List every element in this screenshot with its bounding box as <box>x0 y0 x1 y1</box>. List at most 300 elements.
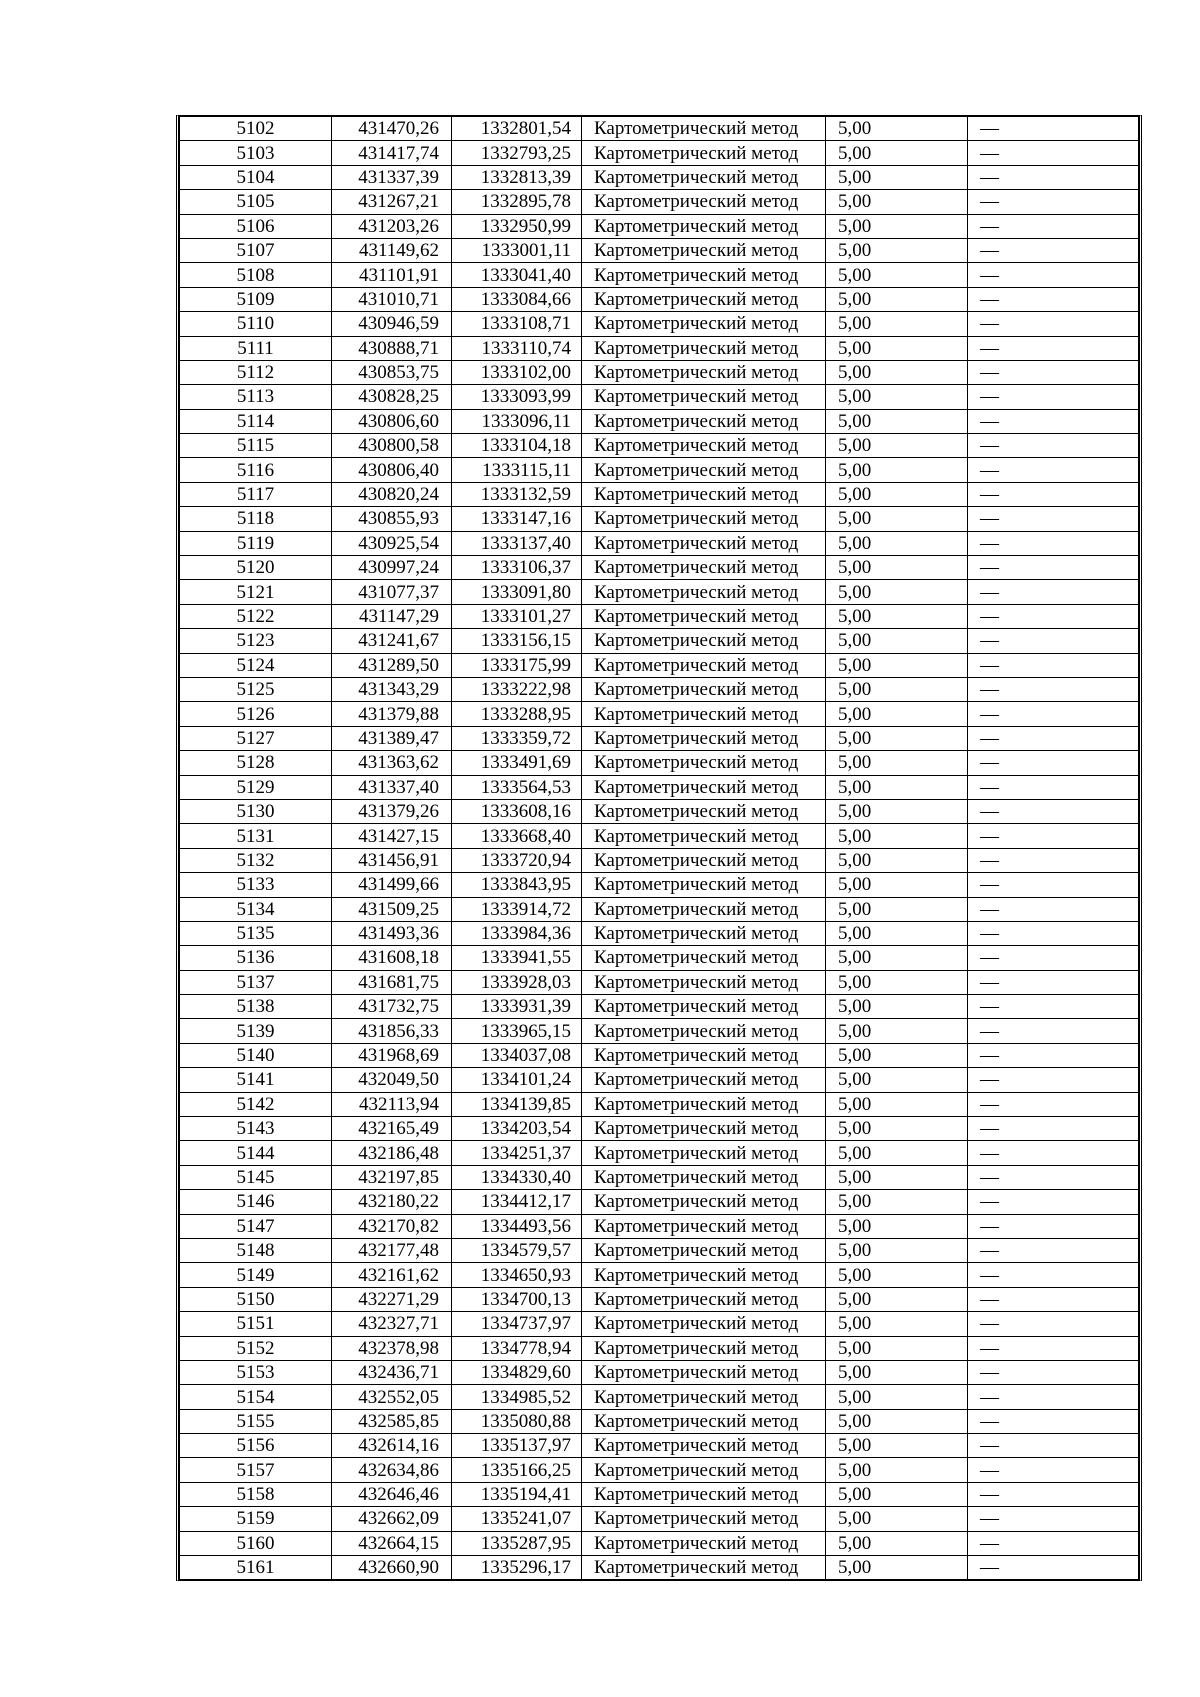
point-number-cell: 5130 <box>180 799 332 823</box>
accuracy-cell: 5,00 <box>826 751 968 775</box>
method-cell: Картометрический метод <box>582 824 826 848</box>
accuracy-cell: 5,00 <box>826 117 968 141</box>
method-cell: Картометрический метод <box>582 1409 826 1433</box>
description-cell: — <box>968 677 1139 701</box>
description-cell: — <box>968 1458 1139 1482</box>
description-cell: — <box>968 1068 1139 1092</box>
point-number-cell: 5117 <box>180 482 332 506</box>
description-cell: — <box>968 1238 1139 1262</box>
method-cell: Картометрический метод <box>582 1434 826 1458</box>
x-coordinate-cell: 432327,71 <box>332 1312 452 1336</box>
table-row <box>180 653 1139 677</box>
y-coordinate-cell: 1333101,27 <box>452 604 582 628</box>
table-row <box>180 1043 1139 1067</box>
point-number-cell: 5133 <box>180 873 332 897</box>
table-row <box>180 702 1139 726</box>
description-cell: — <box>968 507 1139 531</box>
method-cell: Картометрический метод <box>582 1556 826 1580</box>
point-number-cell: 5159 <box>180 1507 332 1531</box>
method-cell: Картометрический метод <box>582 531 826 555</box>
method-cell: Картометрический метод <box>582 336 826 360</box>
point-number-cell: 5148 <box>180 1238 332 1262</box>
table-row <box>180 1482 1139 1506</box>
description-cell: — <box>968 970 1139 994</box>
accuracy-cell: 5,00 <box>826 1190 968 1214</box>
y-coordinate-cell: 1335194,41 <box>452 1482 582 1506</box>
table-row <box>180 531 1139 555</box>
accuracy-cell: 5,00 <box>826 336 968 360</box>
point-number-cell: 5129 <box>180 775 332 799</box>
y-coordinate-cell: 1333001,11 <box>452 238 582 262</box>
accuracy-cell: 5,00 <box>826 458 968 482</box>
method-cell: Картометрический метод <box>582 360 826 384</box>
method-cell: Картометрический метод <box>582 677 826 701</box>
method-cell: Картометрический метод <box>582 1165 826 1189</box>
description-cell: — <box>968 653 1139 677</box>
description-cell: — <box>968 1385 1139 1409</box>
y-coordinate-cell: 1333288,95 <box>452 702 582 726</box>
method-cell: Картометрический метод <box>582 190 826 214</box>
table-row <box>180 1238 1139 1262</box>
accuracy-cell: 5,00 <box>826 1336 968 1360</box>
accuracy-cell: 5,00 <box>826 580 968 604</box>
point-number-cell: 5103 <box>180 141 332 165</box>
method-cell: Картометрический метод <box>582 995 826 1019</box>
method-cell: Картометрический метод <box>582 458 826 482</box>
description-cell: — <box>968 1165 1139 1189</box>
method-cell: Картометрический метод <box>582 1214 826 1238</box>
method-cell: Картометрический метод <box>582 702 826 726</box>
method-cell: Картометрический метод <box>582 434 826 458</box>
table-row <box>180 1385 1139 1409</box>
coordinates-table-body <box>180 117 1139 1580</box>
table-row <box>180 1287 1139 1311</box>
method-cell: Картометрический метод <box>582 873 826 897</box>
y-coordinate-cell: 1333175,99 <box>452 653 582 677</box>
description-cell: — <box>968 775 1139 799</box>
x-coordinate-cell: 431203,26 <box>332 214 452 238</box>
point-number-cell: 5149 <box>180 1263 332 1287</box>
table-row <box>180 897 1139 921</box>
table-row <box>180 946 1139 970</box>
method-cell: Картометрический метод <box>582 312 826 336</box>
accuracy-cell: 5,00 <box>826 263 968 287</box>
accuracy-cell: 5,00 <box>826 482 968 506</box>
coordinates-table-frame <box>176 115 1142 1581</box>
coordinates-table <box>179 116 1139 1580</box>
description-cell: — <box>968 897 1139 921</box>
accuracy-cell: 5,00 <box>826 1019 968 1043</box>
accuracy-cell: 5,00 <box>826 165 968 189</box>
accuracy-cell: 5,00 <box>826 214 968 238</box>
y-coordinate-cell: 1335080,88 <box>452 1409 582 1433</box>
accuracy-cell: 5,00 <box>826 897 968 921</box>
accuracy-cell: 5,00 <box>826 360 968 384</box>
point-number-cell: 5160 <box>180 1531 332 1555</box>
accuracy-cell: 5,00 <box>826 1458 968 1482</box>
accuracy-cell: 5,00 <box>826 995 968 1019</box>
method-cell: Картометрический метод <box>582 1507 826 1531</box>
accuracy-cell: 5,00 <box>826 1092 968 1116</box>
point-number-cell: 5125 <box>180 677 332 701</box>
method-cell: Картометрический метод <box>582 604 826 628</box>
y-coordinate-cell: 1334737,97 <box>452 1312 582 1336</box>
x-coordinate-cell: 432660,90 <box>332 1556 452 1580</box>
table-row <box>180 1531 1139 1555</box>
y-coordinate-cell: 1334650,93 <box>452 1263 582 1287</box>
y-coordinate-cell: 1333096,11 <box>452 409 582 433</box>
table-row <box>180 141 1139 165</box>
x-coordinate-cell: 432165,49 <box>332 1117 452 1141</box>
table-row <box>180 751 1139 775</box>
table-row <box>180 238 1139 262</box>
method-cell: Картометрический метод <box>582 556 826 580</box>
point-number-cell: 5161 <box>180 1556 332 1580</box>
accuracy-cell: 5,00 <box>826 604 968 628</box>
description-cell: — <box>968 360 1139 384</box>
method-cell: Картометрический метод <box>582 1287 826 1311</box>
point-number-cell: 5151 <box>180 1312 332 1336</box>
point-number-cell: 5114 <box>180 409 332 433</box>
method-cell: Картометрический метод <box>582 580 826 604</box>
point-number-cell: 5153 <box>180 1360 332 1384</box>
table-row <box>180 604 1139 628</box>
y-coordinate-cell: 1333928,03 <box>452 970 582 994</box>
method-cell: Картометрический метод <box>582 1458 826 1482</box>
x-coordinate-cell: 431732,75 <box>332 995 452 1019</box>
point-number-cell: 5139 <box>180 1019 332 1043</box>
method-cell: Картометрический метод <box>582 238 826 262</box>
accuracy-cell: 5,00 <box>826 507 968 531</box>
x-coordinate-cell: 430946,59 <box>332 312 452 336</box>
table-row <box>180 1092 1139 1116</box>
x-coordinate-cell: 430997,24 <box>332 556 452 580</box>
x-coordinate-cell: 430806,40 <box>332 458 452 482</box>
accuracy-cell: 5,00 <box>826 653 968 677</box>
y-coordinate-cell: 1333102,00 <box>452 360 582 384</box>
method-cell: Картометрический метод <box>582 848 826 872</box>
y-coordinate-cell: 1333931,39 <box>452 995 582 1019</box>
x-coordinate-cell: 431470,26 <box>332 117 452 141</box>
description-cell: — <box>968 336 1139 360</box>
description-cell: — <box>968 482 1139 506</box>
x-coordinate-cell: 432378,98 <box>332 1336 452 1360</box>
x-coordinate-cell: 431363,62 <box>332 751 452 775</box>
point-number-cell: 5123 <box>180 629 332 653</box>
y-coordinate-cell: 1333110,74 <box>452 336 582 360</box>
accuracy-cell: 5,00 <box>826 1312 968 1336</box>
method-cell: Картометрический метод <box>582 751 826 775</box>
table-row <box>180 507 1139 531</box>
x-coordinate-cell: 431379,26 <box>332 799 452 823</box>
point-number-cell: 5146 <box>180 1190 332 1214</box>
description-cell: — <box>968 1312 1139 1336</box>
point-number-cell: 5138 <box>180 995 332 1019</box>
y-coordinate-cell: 1333137,40 <box>452 531 582 555</box>
table-row <box>180 970 1139 994</box>
x-coordinate-cell: 431149,62 <box>332 238 452 262</box>
description-cell: — <box>968 1141 1139 1165</box>
description-cell: — <box>968 1336 1139 1360</box>
y-coordinate-cell: 1335137,97 <box>452 1434 582 1458</box>
accuracy-cell: 5,00 <box>826 1263 968 1287</box>
point-number-cell: 5147 <box>180 1214 332 1238</box>
x-coordinate-cell: 431427,15 <box>332 824 452 848</box>
y-coordinate-cell: 1333564,53 <box>452 775 582 799</box>
table-row <box>180 360 1139 384</box>
table-row <box>180 629 1139 653</box>
point-number-cell: 5126 <box>180 702 332 726</box>
accuracy-cell: 5,00 <box>826 1117 968 1141</box>
point-number-cell: 5158 <box>180 1482 332 1506</box>
x-coordinate-cell: 432197,85 <box>332 1165 452 1189</box>
y-coordinate-cell: 1334829,60 <box>452 1360 582 1384</box>
y-coordinate-cell: 1334412,17 <box>452 1190 582 1214</box>
table-row <box>180 190 1139 214</box>
method-cell: Картометрический метод <box>582 1312 826 1336</box>
x-coordinate-cell: 430800,58 <box>332 434 452 458</box>
description-cell: — <box>968 263 1139 287</box>
method-cell: Картометрический метод <box>582 799 826 823</box>
description-cell: — <box>968 1263 1139 1287</box>
x-coordinate-cell: 430888,71 <box>332 336 452 360</box>
x-coordinate-cell: 431456,91 <box>332 848 452 872</box>
x-coordinate-cell: 431101,91 <box>332 263 452 287</box>
description-cell: — <box>968 1434 1139 1458</box>
description-cell: — <box>968 946 1139 970</box>
y-coordinate-cell: 1333093,99 <box>452 385 582 409</box>
description-cell: — <box>968 458 1139 482</box>
table-row <box>180 1507 1139 1531</box>
x-coordinate-cell: 431389,47 <box>332 726 452 750</box>
description-cell: — <box>968 1019 1139 1043</box>
point-number-cell: 5136 <box>180 946 332 970</box>
point-number-cell: 5122 <box>180 604 332 628</box>
description-cell: — <box>968 117 1139 141</box>
method-cell: Картометрический метод <box>582 117 826 141</box>
description-cell: — <box>968 873 1139 897</box>
x-coordinate-cell: 431417,74 <box>332 141 452 165</box>
x-coordinate-cell: 431337,40 <box>332 775 452 799</box>
x-coordinate-cell: 432436,71 <box>332 1360 452 1384</box>
y-coordinate-cell: 1333222,98 <box>452 677 582 701</box>
method-cell: Картометрический метод <box>582 507 826 531</box>
accuracy-cell: 5,00 <box>826 775 968 799</box>
method-cell: Картометрический метод <box>582 921 826 945</box>
description-cell: — <box>968 385 1139 409</box>
method-cell: Картометрический метод <box>582 287 826 311</box>
y-coordinate-cell: 1333914,72 <box>452 897 582 921</box>
table-row <box>180 1336 1139 1360</box>
description-cell: — <box>968 238 1139 262</box>
x-coordinate-cell: 430806,60 <box>332 409 452 433</box>
y-coordinate-cell: 1333041,40 <box>452 263 582 287</box>
method-cell: Картометрический метод <box>582 726 826 750</box>
table-row <box>180 1068 1139 1092</box>
description-cell: — <box>968 1482 1139 1506</box>
accuracy-cell: 5,00 <box>826 1482 968 1506</box>
accuracy-cell: 5,00 <box>826 629 968 653</box>
method-cell: Картометрический метод <box>582 165 826 189</box>
method-cell: Картометрический метод <box>582 1385 826 1409</box>
table-row <box>180 677 1139 701</box>
y-coordinate-cell: 1333104,18 <box>452 434 582 458</box>
y-coordinate-cell: 1335166,25 <box>452 1458 582 1482</box>
table-row <box>180 434 1139 458</box>
point-number-cell: 5111 <box>180 336 332 360</box>
method-cell: Картометрический метод <box>582 1263 826 1287</box>
table-row <box>180 409 1139 433</box>
point-number-cell: 5107 <box>180 238 332 262</box>
accuracy-cell: 5,00 <box>826 726 968 750</box>
x-coordinate-cell: 432552,05 <box>332 1385 452 1409</box>
x-coordinate-cell: 432180,22 <box>332 1190 452 1214</box>
point-number-cell: 5156 <box>180 1434 332 1458</box>
table-row <box>180 1409 1139 1433</box>
x-coordinate-cell: 431493,36 <box>332 921 452 945</box>
method-cell: Картометрический метод <box>582 409 826 433</box>
table-row <box>180 848 1139 872</box>
table-row <box>180 1360 1139 1384</box>
accuracy-cell: 5,00 <box>826 556 968 580</box>
table-row <box>180 775 1139 799</box>
method-cell: Картометрический метод <box>582 1531 826 1555</box>
point-number-cell: 5109 <box>180 287 332 311</box>
method-cell: Картометрический метод <box>582 141 826 165</box>
table-row <box>180 580 1139 604</box>
accuracy-cell: 5,00 <box>826 409 968 433</box>
point-number-cell: 5110 <box>180 312 332 336</box>
table-row <box>180 1019 1139 1043</box>
accuracy-cell: 5,00 <box>826 1385 968 1409</box>
x-coordinate-cell: 430925,54 <box>332 531 452 555</box>
table-row <box>180 482 1139 506</box>
description-cell: — <box>968 1092 1139 1116</box>
point-number-cell: 5113 <box>180 385 332 409</box>
method-cell: Картометрический метод <box>582 775 826 799</box>
y-coordinate-cell: 1333941,55 <box>452 946 582 970</box>
point-number-cell: 5150 <box>180 1287 332 1311</box>
x-coordinate-cell: 432585,85 <box>332 1409 452 1433</box>
x-coordinate-cell: 431856,33 <box>332 1019 452 1043</box>
method-cell: Картометрический метод <box>582 214 826 238</box>
description-cell: — <box>968 287 1139 311</box>
x-coordinate-cell: 432170,82 <box>332 1214 452 1238</box>
table-row <box>180 726 1139 750</box>
accuracy-cell: 5,00 <box>826 799 968 823</box>
accuracy-cell: 5,00 <box>826 1068 968 1092</box>
description-cell: — <box>968 848 1139 872</box>
y-coordinate-cell: 1335287,95 <box>452 1531 582 1555</box>
description-cell: — <box>968 165 1139 189</box>
x-coordinate-cell: 431241,67 <box>332 629 452 653</box>
accuracy-cell: 5,00 <box>826 677 968 701</box>
method-cell: Картометрический метод <box>582 482 826 506</box>
y-coordinate-cell: 1333984,36 <box>452 921 582 945</box>
x-coordinate-cell: 431379,88 <box>332 702 452 726</box>
description-cell: — <box>968 799 1139 823</box>
table-row <box>180 117 1139 141</box>
table-row <box>180 312 1139 336</box>
point-number-cell: 5144 <box>180 1141 332 1165</box>
table-row <box>180 458 1139 482</box>
y-coordinate-cell: 1334778,94 <box>452 1336 582 1360</box>
y-coordinate-cell: 1333156,15 <box>452 629 582 653</box>
description-cell: — <box>968 531 1139 555</box>
accuracy-cell: 5,00 <box>826 1531 968 1555</box>
y-coordinate-cell: 1333106,37 <box>452 556 582 580</box>
y-coordinate-cell: 1335241,07 <box>452 1507 582 1531</box>
description-cell: — <box>968 1214 1139 1238</box>
x-coordinate-cell: 432614,16 <box>332 1434 452 1458</box>
description-cell: — <box>968 702 1139 726</box>
table-row <box>180 799 1139 823</box>
point-number-cell: 5132 <box>180 848 332 872</box>
x-coordinate-cell: 431289,50 <box>332 653 452 677</box>
table-row <box>180 1165 1139 1189</box>
table-row <box>180 1190 1139 1214</box>
description-cell: — <box>968 580 1139 604</box>
accuracy-cell: 5,00 <box>826 946 968 970</box>
method-cell: Картометрический метод <box>582 263 826 287</box>
point-number-cell: 5135 <box>180 921 332 945</box>
accuracy-cell: 5,00 <box>826 1507 968 1531</box>
x-coordinate-cell: 431267,21 <box>332 190 452 214</box>
point-number-cell: 5121 <box>180 580 332 604</box>
point-number-cell: 5154 <box>180 1385 332 1409</box>
y-coordinate-cell: 1333491,69 <box>452 751 582 775</box>
x-coordinate-cell: 430828,25 <box>332 385 452 409</box>
table-row <box>180 824 1139 848</box>
accuracy-cell: 5,00 <box>826 434 968 458</box>
description-cell: — <box>968 1043 1139 1067</box>
description-cell: — <box>968 726 1139 750</box>
y-coordinate-cell: 1334493,56 <box>452 1214 582 1238</box>
point-number-cell: 5143 <box>180 1117 332 1141</box>
x-coordinate-cell: 431010,71 <box>332 287 452 311</box>
point-number-cell: 5118 <box>180 507 332 531</box>
point-number-cell: 5104 <box>180 165 332 189</box>
description-cell: — <box>968 1360 1139 1384</box>
table-row <box>180 1312 1139 1336</box>
y-coordinate-cell: 1334700,13 <box>452 1287 582 1311</box>
y-coordinate-cell: 1334985,52 <box>452 1385 582 1409</box>
point-number-cell: 5142 <box>180 1092 332 1116</box>
y-coordinate-cell: 1333108,71 <box>452 312 582 336</box>
y-coordinate-cell: 1333359,72 <box>452 726 582 750</box>
point-number-cell: 5116 <box>180 458 332 482</box>
accuracy-cell: 5,00 <box>826 1360 968 1384</box>
x-coordinate-cell: 432634,86 <box>332 1458 452 1482</box>
table-row <box>180 336 1139 360</box>
description-cell: — <box>968 312 1139 336</box>
y-coordinate-cell: 1333843,95 <box>452 873 582 897</box>
x-coordinate-cell: 432186,48 <box>332 1141 452 1165</box>
point-number-cell: 5141 <box>180 1068 332 1092</box>
point-number-cell: 5131 <box>180 824 332 848</box>
y-coordinate-cell: 1333720,94 <box>452 848 582 872</box>
method-cell: Картометрический метод <box>582 946 826 970</box>
y-coordinate-cell: 1333091,80 <box>452 580 582 604</box>
accuracy-cell: 5,00 <box>826 287 968 311</box>
y-coordinate-cell: 1333132,59 <box>452 482 582 506</box>
x-coordinate-cell: 432049,50 <box>332 1068 452 1092</box>
x-coordinate-cell: 431608,18 <box>332 946 452 970</box>
y-coordinate-cell: 1334101,24 <box>452 1068 582 1092</box>
table-row <box>180 556 1139 580</box>
table-row <box>180 1263 1139 1287</box>
table-row <box>180 263 1139 287</box>
